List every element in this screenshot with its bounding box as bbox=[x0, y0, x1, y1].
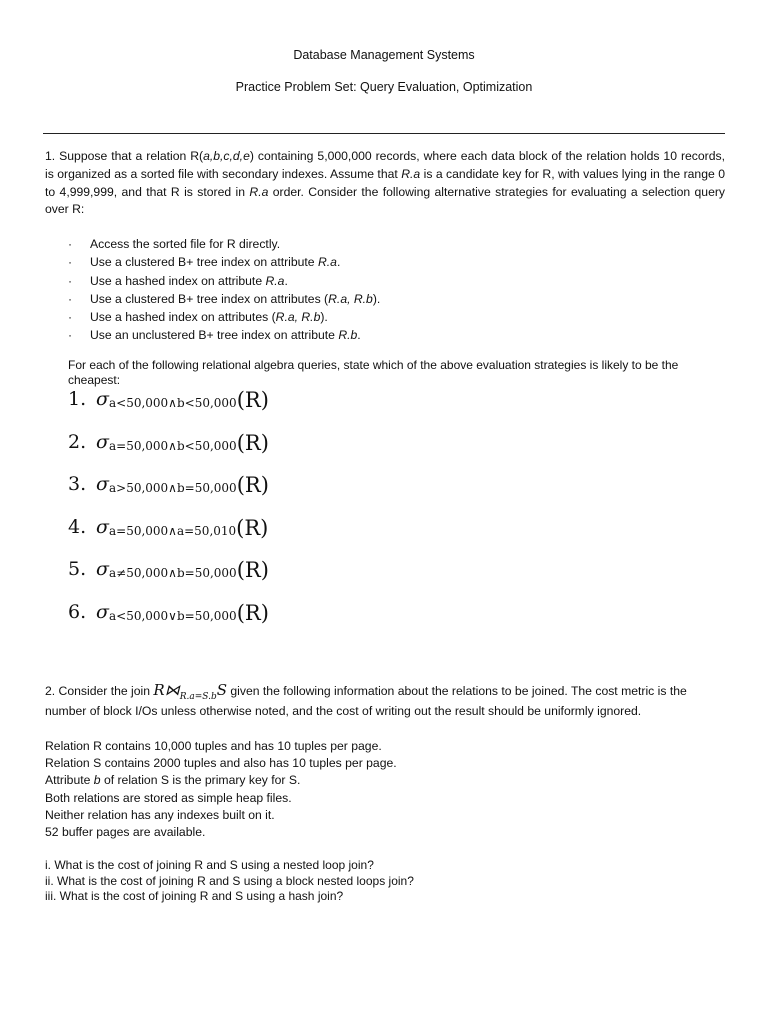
strategy-item: · Use an unclustered B+ tree index on attribute R.b. bbox=[68, 326, 380, 344]
fact-item: Neither relation has any indexes built on it. bbox=[45, 807, 275, 822]
question-item: i. What is the cost of joining R and S using a nested loop join? bbox=[45, 858, 374, 872]
problem-set-title: Practice Problem Set: Query Evaluation, Optimization bbox=[235, 80, 533, 94]
question-item: ii. What is the cost of joining R and S using a block nested loops join? bbox=[45, 873, 414, 888]
strategy-item: · Access the sorted file for R directly. bbox=[68, 235, 380, 253]
problem-2-intro: 2. Consider the join $R⋈_{R.a=S.b}S$ given the following information about the relations to be joined. The cost metric is the number of block I/Os unless otherwise noted, and the cost of writing out the result should be uniformly ignored. bbox=[45, 681, 687, 718]
horizontal-rule bbox=[43, 133, 725, 134]
fact-item: Relation S contains 2000 tuples and also has 10 tuples per page. bbox=[45, 756, 397, 771]
strategy-item: · Use a clustered B+ tree index on attribute R.a. bbox=[68, 253, 380, 271]
join-expression: $R⋈_{R.a=S.b}S$ bbox=[153, 681, 227, 702]
strategy-list bbox=[68, 235, 380, 345]
query-item: 1. σ a<50,000∧b<50,000 (R) bbox=[68, 388, 269, 412]
query-item: 4. σ a=50,000∧a=50,010 (R) bbox=[68, 515, 269, 540]
strategy-item: · Use a hashed index on attribute R.a. bbox=[68, 272, 380, 290]
query-instruction: For each of the following relational algebra queries, state which of the above evaluation strategies is likely to be the cheapest: bbox=[68, 358, 679, 387]
query-item: 5. σ a≠50,000∧b=50,000 (R) bbox=[68, 558, 269, 582]
query-item: 6. σ a<50,000∨b=50,000 (R) bbox=[68, 600, 269, 625]
cost-questions bbox=[45, 858, 414, 905]
query-list bbox=[68, 388, 269, 643]
problem-1-intro: 1. Suppose that a relation R(a,b,c,d,e) containing 5,000,000 records, where each data block of the relation holds 10 records, is organized as a sorted file with secondary indexes. Assume that R.a is a candidate key for R, with values lying in the range 0 to 4,999,999, and that R is stored in R.a order. Consider the following alternative strategies for evaluating a selection query over R: bbox=[45, 149, 725, 217]
relation-facts bbox=[45, 738, 397, 841]
fact-item: Both relations are stored as simple heap files. bbox=[45, 790, 292, 805]
query-item: 3. σ a>50,000∧b=50,000 (R) bbox=[68, 473, 269, 497]
fact-item: Attribute b of relation S is the primary key for S. bbox=[45, 773, 301, 788]
course-title: Database Management Systems bbox=[293, 48, 475, 62]
fact-item: 52 buffer pages are available. bbox=[45, 824, 206, 839]
strategy-item: · Use a clustered B+ tree index on attributes (R.a, R.b). bbox=[68, 290, 380, 308]
question-item: iii. What is the cost of joining R and S using a hash join? bbox=[45, 889, 344, 903]
fact-item: Relation R contains 10,000 tuples and has 10 tuples per page. bbox=[45, 739, 382, 753]
strategy-item: · Use a hashed index on attributes (R.a, R.b). bbox=[68, 308, 380, 326]
query-item: 2. σ a=50,000∧b<50,000 (R) bbox=[68, 430, 269, 455]
